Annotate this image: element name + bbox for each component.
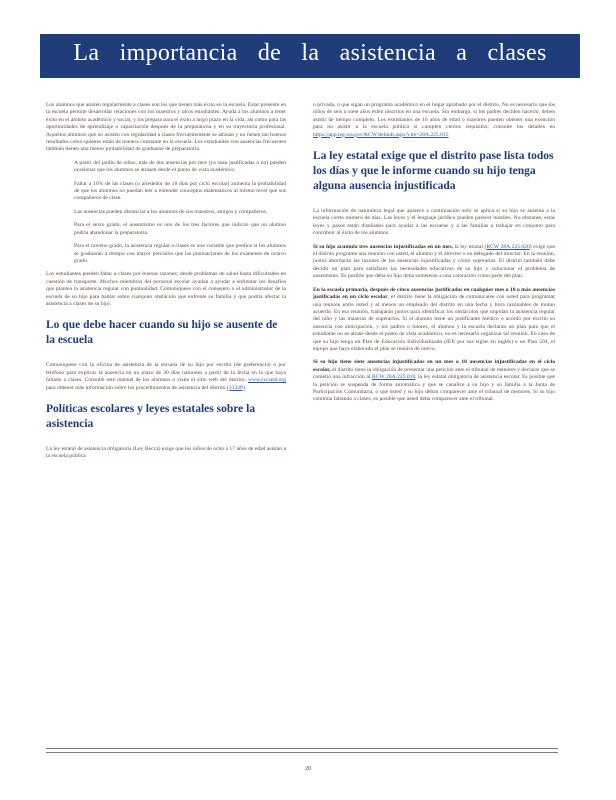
contact-tail: para obtener más información sobre los procedimientos de asistencia del distrito: [46, 384, 226, 391]
title-banner: [40, 34, 580, 78]
primary-school-text: , el distrito tiene la obligación de comunicarse con usted para programar una reunión entre usted y al menos un empleado del distrito en una fecha y hora razonables de mutuo acuerdo. En esa reunión, trabajarán juntos para identificar los obstáculos que impidan la asistencia regular del niño y las maneras de superarlos. Si el alumno tiene un justificante médico o acordó por escrito su ausencia con anticipación, y los padres o tutores, el alumno y la escuela declaran un plan para que el estudiante no se atrase desde el punto de vista académico, no es necesario organizar tal reunión. En caso de que su hijo tenga un Plan de Educación Individualizado (IEP, por sus siglas en inglés) o un Plan 504, el equipo que haya elaborado el plan se reunirá de nuevo.: [313, 294, 556, 352]
right-column: [313, 102, 555, 410]
continued-text: o privada, o que sigan un programa académico en el hogar aprobado por el distrito. No es necesario que los niños de seis o siete años estén inscritos en una escuela. Sin embargo, si los padres deciden hacerlo, deben asistir de tiempo completo. Los estudiantes de 16 años de edad o mayores pueden obtener una exención para no asistir a la escuela pública si cumplen ciertos requisitos; consulte los detalles en: [313, 102, 555, 131]
rcw-010-link[interactable]: RCW 28A.225.010: [371, 374, 416, 381]
three-absences-tail: ) exige que el distrito programe una reunión con usted, el alumno y el director o un delegado del director. En la reunión, juntos abordarán las razones de las ausencias injustificadas y cómo superarlas. El distrito también debe decidir un plan para satisfacer las necesidades educativas de su hijo y solucionar el problema de ausentismo. Es posible que deba su hijo deba someterse a una valoración como parte del plan.: [313, 243, 556, 280]
primary-school-lead: En la escuela primaria, después de cinco ausencias justificadas en cualquier mes o 10 o más ausencias justificadas en un ciclo escolar: [313, 286, 555, 301]
becca-law-paragraph: La ley estatal de asistencia obligatoria (Ley Becca) exige que los niños de ocho a 17 años de edad asistan a la escuela pública: [46, 445, 286, 460]
footer-rule-top: [46, 748, 558, 749]
page-number: 20: [305, 766, 311, 772]
bullet-sixth-grade: Para el sexto grado, el ausentismo es uno de los tres factores que indican que un alumno podría abandonar la preparatoria.: [74, 222, 286, 236]
seven-absences-paragraph: [313, 359, 555, 403]
section-heading-policies: Políticas escolares y leyes estatales sobre la asistencia: [46, 402, 256, 430]
seven-absences-tail: , la ley estatal obligatoria de asistencia escolar. Es posible que la petición se suspenda de forma automática y que se canalice a su hijo y su familia a la Junta de Participación Comunitaria, o que usted y su hijo deban comparecer ante el tribunal de menores. Si su hijo continúa faltando a clases, es posible que usted deba comparecer ante el tribunal.: [313, 374, 555, 403]
seven-absences-lead: Si su hijo tiene siete ausencias injustificadas en un mes o 10 ausencias injustificadas en el ciclo escolar,: [313, 359, 555, 373]
contact-paragraph: [46, 362, 286, 392]
exemption-link[interactable]: https://app.leg.wa.gov/RCW/default.aspx?cite=28A.225.015: [313, 131, 449, 138]
reasons-paragraph: Los estudiantes pueden faltar a clases por buenas razones: desde problemas de salud hasta dificultades en cuestión de transporte. Muchos miembros del personal escolar ayudan a ayudar a enfrentar los desafíos que plantea la asistencia regular con puntualidad. Comuníquese con el consejero o el administrador de la escuela de su hijo para hablar sobre cualquier obstáculo que enfrente su familia y que podría afectar la asistencia a clases de su hijo.: [46, 271, 286, 307]
rcw-020-link[interactable]: RCW 28A.225.020: [486, 243, 530, 250]
legal-info-paragraph: La información de naturaleza legal que aparece a continuación solo se aplica si su hijo se ausenta a la escuela cierto número de días. Las leyes y el lenguaje jurídico pueden parecer hostiles. No obstante, estas leyes y pasos están diseñados para ayudar a las escuelas y a las familias a trabajar en conjunto para contribuir al éxito de los alumnos.: [313, 208, 555, 237]
section-heading-absence: Lo que debe hacer cuando su hijo se ausente de la escuela: [46, 319, 278, 347]
contact-text: Comuníquese con la oficina de asistencia de la escuela de su hijo por escrito (de preferencia) o por teléfono para explicar la ausencia en un plazo de 30 días naturales a partir de la fecha en la que haya faltado a clases. Consulte este manual de los alumnos o visite el sitio web del distrito,: [46, 362, 286, 384]
page-title: La importancia de la asistencia a clases: [73, 40, 547, 66]
bullet-ten-percent: Faltar a 10% de las clases (o alrededor de 18 días por ciclo escolar) aumenta la probabilidad de que los alumnos no puedan leer o entender conceptos matemáticos al mismo nivel que sus compañeros de clase.: [74, 180, 286, 202]
three-absences-text: la ley estatal (: [454, 243, 487, 250]
district-website-link[interactable]: www.cccseal.org: [247, 377, 286, 384]
bullet-ninth-grade: Para el noveno grado, la asistencia regular a clases es una variable que predice si los alumnos se graduarán a tiempo con mayor precisión que las puntuaciones de los exámenes de octavo grado.: [74, 243, 286, 264]
left-column: [46, 102, 286, 467]
bullet-kindergarten: A partir del jardín de niños, más de dos ausencias por mes (ya sean justificadas o no) pueden ocasionar que los alumnos se atrasen desde el punto de vista académico.: [74, 159, 286, 174]
three-absences-paragraph: [313, 244, 555, 281]
bullet-distance: Las ausencias pueden distanciar a los alumnos de sus maestros, amigos y compañeros.: [74, 208, 268, 215]
intro-paragraph: Los alumnos que asisten regularmente a clases son los que tienen más éxito en la escuela. Estar presente en la escuela permite desarrollar relaciones con los maestros y otros estudiantes. Ayuda a los alumnos a tener éxito en el ámbito académico y social, y los prepara para el éxito a largo plazo en la vida, así como para las oportunidades de aprendizaje o capacitación después de la preparatoria y en su trayectoria profesional. Aquellos alumnos que no asisten con regularidad a clases frecuentemente se atrasan y no tienen tan buenos resultados como quienes están de manera constante en la escuela. Los estudiantes con ausencias frecuentes también tienen una menor probabilidad de graduarse de preparatoria.: [46, 102, 286, 153]
seven-absences-text: el distrito tiene la obligación de presentar una petición ante el tribunal de menores y declarar que se cometió una infracción al: [313, 366, 555, 381]
footer-rule-bottom: [46, 752, 558, 753]
policy-reference-link[interactable]: (3122P): [226, 384, 246, 391]
three-absences-lead: Si su hijo acumula tres ausencias injustificadas en un mes,: [313, 243, 454, 250]
continued-paragraph: [313, 102, 555, 139]
primary-school-paragraph: [313, 287, 555, 354]
section-heading-state-law: La ley estatal exige que el distrito pase lista todos los días y que le informe cuando su hijo tenga alguna ausencia injustificada: [313, 150, 554, 193]
